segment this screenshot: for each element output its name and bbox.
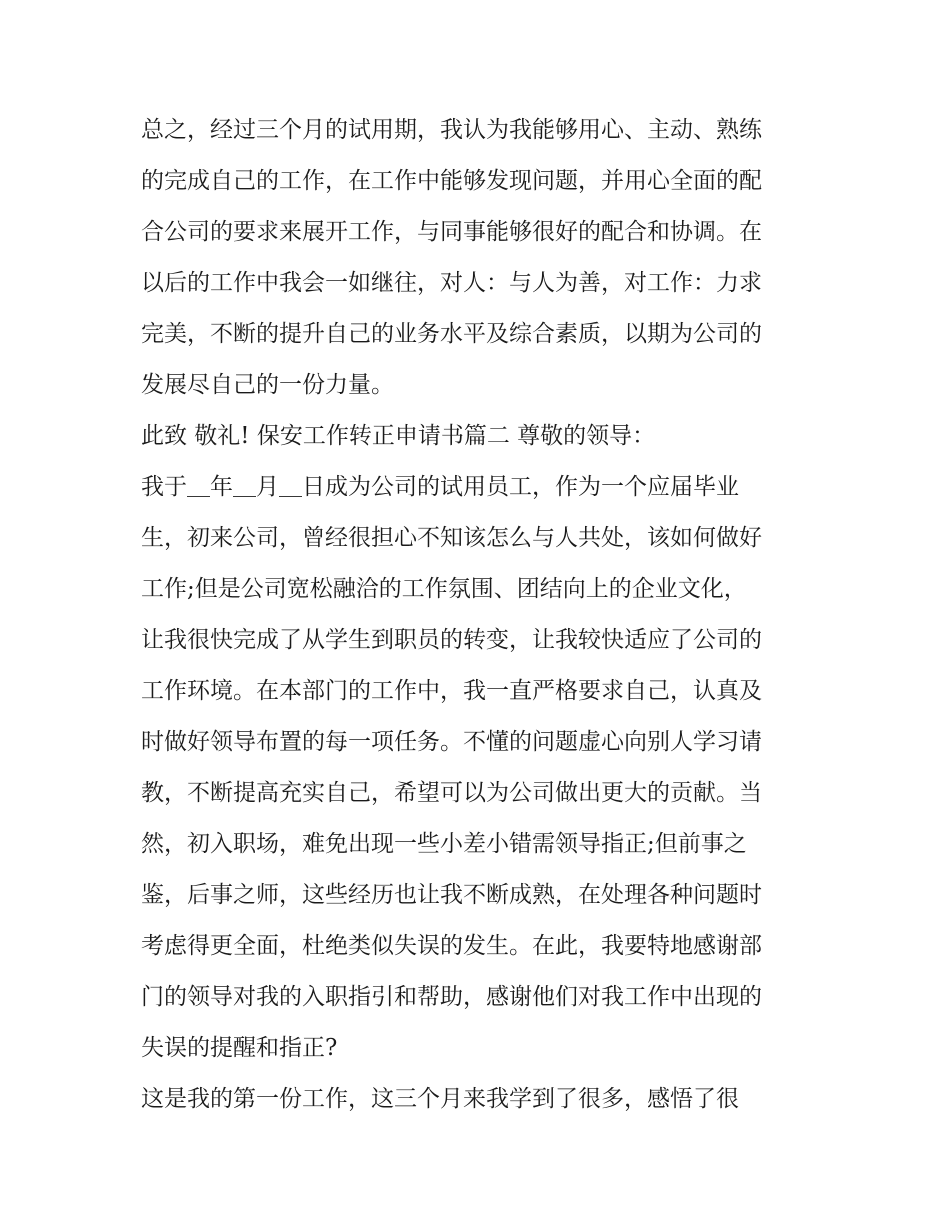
text-line: 此致 敬礼! 保安工作转正申请书篇二 尊敬的领导： [141, 423, 656, 449]
text-line: 然，初入职场，难免出现一些小差小错需领导指正;但前事之 [141, 831, 747, 857]
text-line: 以后的工作中我会一如继往，对人：与人为善，对工作：力求 [141, 270, 762, 296]
text-line: 发展尽自己的一份力量。 [141, 372, 394, 398]
text-line: 考虑得更全面，杜绝类似失误的发生。在此，我要特地感谢部 [141, 933, 762, 959]
text-line: 工作;但是公司宽松融洽的工作氛围、团结向上的企业文化， [141, 576, 747, 602]
text-line: 完美，不断的提升自己的业务水平及综合素质，以期为公司的 [141, 321, 762, 347]
text-line: 失误的提醒和指正? [141, 1035, 338, 1061]
text-line: 教，不断提高充实自己，希望可以为公司做出更大的贡献。当 [141, 780, 762, 806]
text-line: 生，初来公司，曾经很担心不知该怎么与人共处，该如何做好 [141, 525, 762, 551]
text-line: 总之，经过三个月的试用期，我认为我能够用心、主动、熟练 [141, 117, 762, 143]
document-body [141, 105, 821, 1125]
text-line: 的完成自己的工作，在工作中能够发现问题，并用心全面的配 [141, 168, 762, 194]
text-line: 门的领导对我的入职指引和帮助，感谢他们对我工作中出现的 [141, 984, 762, 1010]
text-line: 让我很快完成了从学生到职员的转变，让我较快适应了公司的 [141, 627, 762, 653]
text-line: 时做好领导布置的每一项任务。不懂的问题虚心向别人学习请 [141, 729, 762, 755]
text-line: 这是我的第一份工作，这三个月来我学到了很多，感悟了很 [141, 1086, 739, 1112]
text-line: 鉴，后事之师，这些经历也让我不断成熟，在处理各种问题时 [141, 882, 762, 908]
text-line: 工作环境。在本部门的工作中，我一直严格要求自己，认真及 [141, 678, 762, 704]
text-line: 合公司的要求来展开工作，与同事能够很好的配合和协调。在 [141, 219, 762, 245]
text-line: 我于＿年＿月＿日成为公司的试用员工，作为一个应届毕业 [141, 474, 739, 500]
